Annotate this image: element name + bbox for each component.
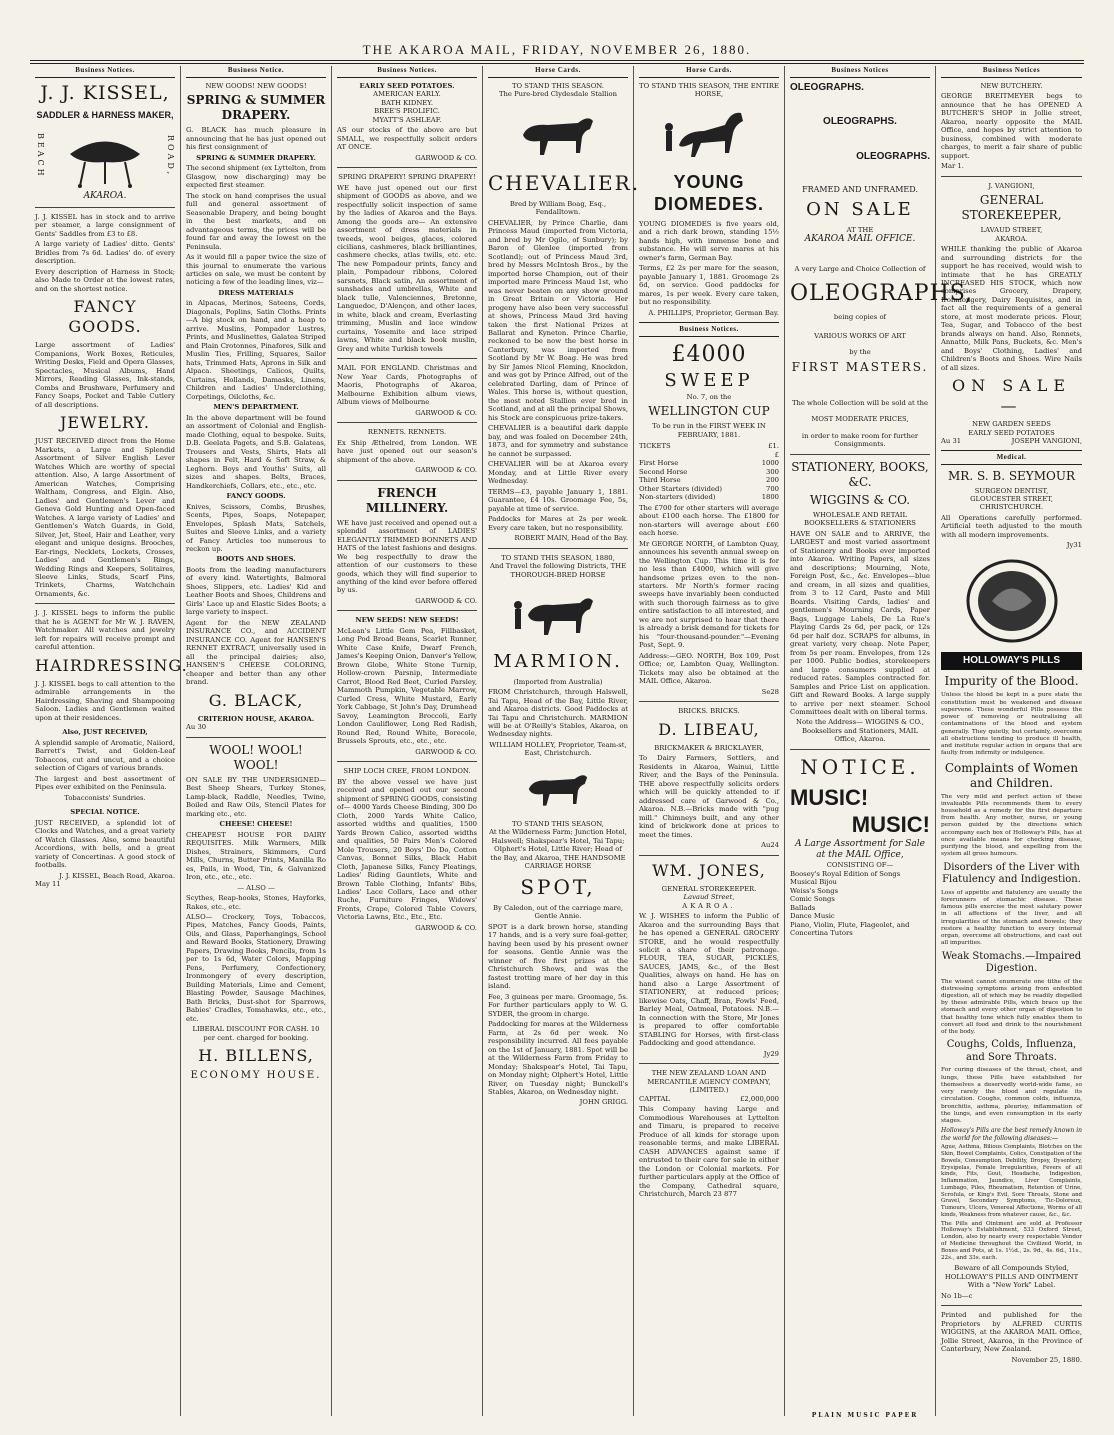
horse-icon-2 — [513, 764, 603, 814]
nzl-p: This Company having Large and Commodious Warehouses at Lyttelton and Timaru, is prepared to receive Produce of all kinds for storage upon reasonable terms, and make LIBERAL CASH ADVANCES against same if entrusted to their care for sale in either the London or Colonial markets. For further particulars apply at the Office of the Company, Cathedral square, Christchurch, March 23 877 — [639, 1105, 779, 1199]
newseeds-title: NEW SEEDS! NEW SEEDS! — [355, 616, 459, 625]
spot-name: SPOT, — [520, 874, 596, 899]
garwood-3: GARWOOD & CO. — [415, 466, 477, 475]
holloway-seal-icon — [957, 556, 1067, 646]
spot-sub: At the Wilderness Farm; Junction Hotel, Halswell; Shakspear's Hotel, Tai Tapu; Olphert's Hotel, Little River; Head of the Bay, and Akaroa, THE HANDSOME CARRIAGE HORSE — [489, 828, 627, 871]
newseeds-text: McLean's Little Gem Pea, Fillbasket, Long Pod Broad Beans, Scarlet Runner, White Case Knife, Dwarf French, James's Keeping Onion, Danver's Yellow, Brown Globe, White Stone Turnip, Hollow-crown Parsnip, Intermediate Carrot, Blood Red Beet, Curled Parsley, Mammoth Pumpkin, Vegetable Marrow, Curled Cress, White Mustard, Early York Cabbage, St John's Day, Drumhead Savoy, Leamington Broccoli, Early London Cauliflower, Long Red Radish, Round Red, Round White, Borecole, Brussels Sprouts, etc., etc., etc. — [337, 626, 477, 746]
marmion-imp: (Imported from Australia) — [513, 677, 603, 686]
seymour-date: Jy31 — [1066, 541, 1082, 550]
diomedes-sign: A. PHILLIPS, Proprietor, German Bay. — [648, 308, 779, 317]
black-name: G. BLACK, — [208, 690, 304, 710]
garwood-4: GARWOOD & CO. — [415, 596, 477, 605]
music-item: Weiss's Songs — [790, 886, 839, 895]
room: in order to make room for further Consignments. — [801, 431, 919, 449]
stat-title: STATIONERY, BOOKS, &C. — [791, 459, 929, 489]
col6-header: Business Notices — [790, 66, 930, 78]
special-title: SPECIAL NOTICE. — [70, 808, 140, 817]
music-large: A Large Assortment for Sale at the MAIL Office, — [795, 838, 925, 861]
millinery-text: WE have just received and opened out a splendid assortment of LADIES' ELEGANTLY TRIMMED BONNETS AND HATS of the latest fashions and designs. We beg respectfully to draw the attention of our customers to these goods, which they will find superior to anything of the kind ever before offered by us. — [337, 518, 478, 595]
chev-p3: CHEVALIER will be at Akaroa every Monday, and at Little River every Wednesday. — [488, 460, 628, 486]
printed-date: November 25, 1880. — [1011, 1355, 1082, 1364]
butchery-title: NEW BUTCHERY. — [980, 81, 1043, 90]
seed-item: BATH KIDNEY. — [380, 98, 434, 107]
saddle-icon — [60, 124, 150, 188]
on-sale: ON SALE — [806, 199, 914, 221]
vang-p: WHILE thanking the public of Akaroa and surrounding districts for the support he has received, would wish to intimate that he has GREATLY INCREASED HIS STOCK, which now comprises Grocery, Drapery, Ironmongery, Dairy Requisites, and in fact all the requirements of a general store, at most moderate prices. Flour, Tea, Sugar, and Tobacco of the best brands always on hand. Also, Rennets, Annatto, Milk Pans, Buckets, &c. Men's and Boys' Clothing, Ladies' and Children's Boots and Shoes. Wire Nails of all sizes. — [941, 245, 1082, 372]
prize-row — [639, 485, 779, 493]
sweep-title: SWEEP — [664, 370, 754, 392]
black-p2: The second shipment (ex Lyttelton, from Glasgow, now discharging) may be expected first steamer. — [186, 164, 326, 190]
butchery-date: Mar 1. — [941, 162, 964, 171]
by-the: by the — [849, 348, 871, 357]
kissel-p1: J. J. KISSEL has in stock and to arrive per steamer, a large consignment of Gents' Saddles from £3 to £8. — [35, 213, 175, 238]
marmion-name: MARMION. — [493, 651, 623, 673]
diomedes-p1: YOUNG DIOMEDES is five years old, and a rich dark brown, standing 15½ hands high, with immense bone and substance. He will serve mares at his owner's farm, German Bay. — [639, 219, 779, 262]
garden-seeds: NEW GARDEN SEEDS — [972, 420, 1051, 429]
printed-text: Printed and published for the Proprietors by ALFRED CURTIS WIGGINS, at the AKAROA MAIL Office, Jollie Street, Akaroa, in the Province of Canterbury, New Zealand. — [941, 1311, 1082, 1354]
wool-text: ON SALE BY THE UNDERSIGNED— Best Sheep Shears, Turkey Stones, Lamp-black, Raddle, Needles, Twine, Boiled and Raw Oils, Stencil Plates for marking etc., etc. — [186, 775, 326, 818]
prize-row — [639, 459, 779, 467]
diomedes-terms: Terms, £2 2s per mare for the season, payable January 1, 1881. Groomage 2s 6d, on service. Good paddocks for mares, 1s per week. Every care taken, but no responsibility. — [639, 264, 779, 307]
rennets-text: Ex Ship Æthelred, from London. WE have just opened out our season's shipment of the above. — [337, 438, 477, 464]
black-house: CRITERION HOUSE, AKAROA. — [197, 714, 315, 723]
column-5 — [634, 66, 785, 1416]
wiggins-sub: WHOLESALE AND RETAIL BOOKSELLERS & STATIONERS — [804, 510, 916, 528]
prize-currency: £ — [774, 450, 779, 459]
seymour-p: All Operations carefully performed. Artificial teeth adjusted to the mouth with all modern improvements. — [941, 513, 1082, 539]
chev-name: CHEVALIER. — [488, 170, 641, 195]
large-coll: A very Large and Choice Collection of — [794, 265, 926, 274]
also-text: A splendid sample of Aromatic, Naiiord, Barrett's Twist, and Golden-Leaf Tobaccos, cut and uncut, and a choice selection of Cigars of various brands. — [35, 738, 175, 773]
kissel-date: May 11 — [35, 880, 61, 889]
discount: LIBERAL DISCOUNT FOR CASH. 10 per cent. charged for booking. — [192, 1025, 320, 1042]
jones-sub: GENERAL STOREKEEPER. — [661, 884, 757, 893]
sweep-no: No. 7, on the — [686, 392, 732, 401]
fancy2-text: Knives, Scissors, Combs, Brushes, Scents, Pipes, Soaps, Notepaper, Envelopes, Splash Mats, Satchels, Suites and Sleeve Links, and a variety of Fancy Articles too numerous to reckon up. — [186, 502, 326, 553]
wiggins-p: HAVE ON SALE and to ARRIVE, the LARGEST and most varied assortment of Stationery and Books ever imported into Akaroa. Writing Papers, all sizes and descriptions; Mourning, Note, Foreign Post, &c., &c. Envelopes—blue and cream, in all sizes and qualities, from 3 to 12 Card, Paste and Mill Boards. Visiting Cards, ladies' and gentlemen's Mourning Cards, Paper Bags, Luggage Labels, De La Rue's Playing Cards 2s 6d, per pack, or 12s 6d per half doz. SCRAPS for albums, in great variety, very cheap. Note Paper, from 5s per ream. Envelopes, from 12s per 1000. Public bodies, storekeepers and large consumers supplied at reduced rates. Samples contracted for. Samples and Price List on application. Gift and Reward Books. A large supply to arrive per next steamer. School Committees dealt with on liberal terms. — [790, 529, 930, 716]
prize-row — [639, 493, 779, 501]
also-list: Scythes, Reap-hooks, Stones, Hayforks, Rakes, etc., etc. — [186, 894, 326, 911]
no-text: No 1b—c — [941, 1291, 973, 1300]
coughs-title: Coughs, Colds, Influenza, and Sore Throats. — [946, 1039, 1077, 1063]
also-sep: — ALSO — — [237, 883, 275, 892]
wool-title: WOOL! WOOL! WOOL! — [209, 742, 303, 772]
chev-terms: TERMS—£3, payable January 1, 1881. Guarantee, £4 10s. Groomage Fee, 5s, payable at time of service. — [488, 487, 628, 513]
marmion-top: TO STAND THIS SEASON, 1880, — [501, 553, 615, 562]
oleo-1: OLEOGRAPHS. — [790, 81, 864, 93]
col4-header: Horse Cards. — [488, 66, 628, 78]
masters: FIRST MASTERS. — [791, 359, 929, 374]
whole: The whole Collection will be sold at the — [791, 398, 929, 407]
mens-text: In the above department will be found an assortment of Colonial and English-made Clothing, equal to bespoke. Suits, D.B. Geelata Pagets, and S.B. Galateas, Trousers and Vests, Shirts, Hats all shapes in Felt, Hard & Soft Straw, & Leghorn. Boys and Youths' Suits, all sizes and shapes. Belts, Braces, Handkerchiefs, Collars, etc., etc., etc. — [186, 413, 326, 490]
seed-item: AMERICAN EARLY. — [373, 90, 441, 99]
spot-top: TO STAND THIS SEASON, — [512, 819, 604, 828]
boots-text: Boots from the leading manufacturers of every kind. Watertights, Balmoral Shoes, Slippers, etc. Ladies' Kid and Leather Boots and Shoes, Childrens and Girls' Lace up and Elastic Sides Boots; a large variety to inspect. — [186, 565, 326, 617]
onsale-title: ON SALE— — [951, 376, 1072, 416]
garwood-1: GARWOOD & CO. — [415, 153, 477, 162]
tickets-label: TICKETS — [639, 442, 671, 451]
cheese-text: CHEAPEST HOUSE FOR DAIRY REQUISITES. Milk Warmers, Milk Dishes, Strainers, Skimmers, Curd Mills, Churns, Butter Prints, Manilla Ro es, Pails, in Wood, Tin, & Galvanized Iron, etc., etc., etc. — [186, 830, 326, 882]
also-list-2: ALSO— Crockery, Toys, Tobaccos, Pipes, Matches, Fancy Goods, Paints, Oils, and Glass, Paperhangings, School and Reward Books, Stationery, Drawing Papers, Drawing Books, Pencils, from 1s per to 1s 6d, Water Colors, Mapping Pens, Perfumery, Confectionery, Ironmongery of every description, Building Materials, Lime and Cement, Blasting Powder, Sausage Machines, Bath Bricks, Dust-shot for Sparrows, Babies' Cradles, Tomahawks, etc., etc., etc. — [186, 912, 326, 1023]
black-p1: G. BLACK has much pleasure in announcing that he has just opened out his first consignment of — [186, 126, 326, 152]
disorders-p: Loss of appetite and flatulency are usually the forerunners of stomachic disease. These famous pills exercise the most salutary power in all affections of the liver, and all irregularities of the stomach and bowels; they restore a healthy function to every internal organ, overcome all obstructions, and cast out all impurities. — [941, 889, 1082, 947]
vang-sub: GENERAL STOREKEEPER, — [961, 193, 1062, 223]
impurity-p: Unless the blood be kept in a pure state the constitution must be weakened and disease supervene. These wonderful Pills possess the power of removing or neutralising all contaminations of the blood and system generally. They quietly, but certainly, overcome all obstructions tending to produce ill health, and institute regular action in organs that are faulty from infirmity or indulgence. — [941, 692, 1082, 757]
prize-value: 700 — [766, 484, 779, 493]
columns — [30, 66, 1088, 1416]
vang-town: AKAROA. — [995, 234, 1028, 243]
spring-title: SPRING DRAPERY! SPRING DRAPERY! — [338, 173, 476, 182]
butchery-p: GEORGE BREITMEYER begs to announce that he has OPENED A BUTCHER'S SHOP in Jollie street, Akaroa, nearly opposite the MAIL Office, and hopes by strict attention to business, combined with moderate charges, to merit a fair share of public support. — [941, 92, 1082, 160]
prize-value: 1800 — [761, 493, 779, 502]
prize-table — [639, 459, 779, 501]
music-item: Ballads — [790, 903, 816, 912]
disorders-title: Disorders of the Liver with Flatulency and Indigestion. — [942, 861, 1081, 886]
rennets-title: RENNETS. RENNETS. — [367, 428, 447, 437]
col7-header: Business Notices — [941, 66, 1082, 78]
jones-name: WM. JONES, — [652, 860, 766, 880]
framed: FRAMED AND UNFRAMED. — [802, 185, 918, 195]
col1-header: Business Notices. — [35, 66, 175, 78]
chev-sign: ROBERT MAIN, Head of the Bay. — [514, 534, 628, 543]
marmion-p: FROM Christchurch, through Halswell, Tai Tapu, Head of the Bay, Little River, and Akaroa districts. Good Paddocks at Tai Tapu and Christchurch. MARMION will be at O'Reilly's Stables, Akaroa, on Wednesday nights. — [488, 688, 628, 739]
chev-p2: CHEVALIER is a beautiful dark dapple bay, and was foaled on December 24th, 1873, and for symmetry and substance he cannot be surpassed. — [488, 424, 628, 458]
medical-header: Medical. — [941, 450, 1082, 465]
cup-p: To be run in the FIRST WEEK IN FEBRUARY, 1881. — [652, 422, 766, 439]
kissel-p2: A large variety of Ladies' ditto. Gents' Bridles from 7s 6d. Ladies' do. of every description. — [35, 240, 175, 266]
kissel-p3: Every description of Harness in Stock; also Made to Order at the lowest rates, and on the shortest notice. — [35, 267, 175, 293]
seymour-sub: SURGEON DENTIST, — [974, 486, 1049, 495]
seed-list — [337, 90, 477, 124]
column-2 — [181, 66, 332, 1416]
sweep-date: Se28 — [761, 687, 779, 696]
seed-potatoes: EARLY SEED POTATOES — [968, 428, 1055, 437]
sweep-p: The £700 for other starters will average about £100 each horse. The £1800 for non-starters will average about £60 each horse. — [639, 503, 779, 538]
tickets-val: £1. — [768, 442, 779, 451]
seymour-town: CHRISTCHURCH. — [979, 503, 1044, 512]
garwood-6: GARWOOD & CO. — [415, 923, 477, 932]
prize-value: 300 — [766, 467, 779, 476]
spot-fee: Fee, 3 guineas per mare. Groomage, 5s. For further particulars apply to W. G. SYDER, the groom in charge. — [488, 992, 628, 1018]
libeau-name: D. LIBEAU, — [658, 719, 760, 739]
kissel-town: AKAROA. — [83, 190, 127, 201]
mail-office: AKAROA MAIL OFFICE. — [804, 234, 916, 245]
moderate: MOST MODERATE PRICES, — [811, 415, 909, 424]
notice: NOTICE. — [800, 754, 920, 779]
ship-title: SHIP LOCH CREE, FROM LONDON. — [343, 767, 471, 776]
fancy-text: Large assortment of Ladies' Companions, Work Boxes, Reticules, Writing Desks, Field and Opera Glasses, Spectacles, Musical Albums, Hand Mirrors, Reading Glasses, Ink-stands, Combs and Brushware, Perfumery and Fancy Soaps, Pocket and Table Cutlery of all descriptions. — [35, 341, 175, 409]
spot-p2: Paddocking for mares at the Wilderness Farm, at 2s 6d per week. No responsibility incurred. All fees payable on the 1st of January, 1881. Spot will be at the Wilderness Farm from Friday to Monday; Shakspear's Hotel, Tai Tapu, on Monday night; Olphert's Hotel, Little River, on Tuesday night; Bunckell's Stables, Akaroa, on Wednesday night. — [488, 1020, 628, 1096]
col2-header: Business Notice. — [186, 66, 326, 78]
hair-text: J. J. KISSEL begs to call attention to the admirable arrangements in the Hairdressing, Shaving and Shampooing Saloon. Ladies and Gentlemen waited upon at their residences. — [35, 679, 175, 722]
various: VARIOUS WORKS OF ART — [814, 331, 906, 340]
fancy-title: FANCY GOODS. — [68, 297, 142, 337]
spot-p: SPOT is a dark brown horse, standing 17 hands, and is a very sure foal-getter, having been used by his present owner for seasons. Gentle Annie was the winner of five first prizes at the Christchurch Shows, and was the fastest trotting mare of her day in this island. — [488, 922, 628, 991]
new-goods: NEW GOODS! NEW GOODS! — [205, 81, 307, 90]
horse-groom-icon — [508, 585, 608, 645]
black-p3: The stock on hand comprises the usual full and general assortment of Seasonable Drapery, and being bought in the best markets, and on advantageous terms, the prices will be found far and away the lowest on the Peninsula. — [186, 191, 326, 251]
music-list — [790, 870, 930, 938]
prize-label: Second Horse — [639, 467, 688, 476]
sweep-p2: Mr GEORGE NORTH, of Lambton Quay, announces his seventh annual sweep on the Wellington Cup. This time it is for no less than £4000, which will give handsome prizes even to the non-starters. Mr North's former racing sweeps have invariably been conducted with such thorough fairness as to give entire satisfaction to all interested, and we are not surprised to hear that there is already a brisk demand for tickets for his "four-thousand-pounder."—Evening Post, Sept. 9. — [639, 539, 779, 650]
beware-text: Beware of all Compounds Styled, HOLLOWAY'S PILLS AND OINTMENT With a "New York" Label. — [944, 1264, 1079, 1290]
economy: ECONOMY HOUSE. — [190, 1070, 322, 1082]
seymour-st: GLOUCESTER STREET, — [970, 495, 1053, 503]
kissel-trade: SADDLER & HARNESS MAKER, — [36, 109, 174, 120]
seed-item: BREE'S PROLIFIC. — [374, 107, 440, 116]
nzl-title: THE NEW ZEALAND LOAN AND MERCANTILE AGENCY COMPANY, (LIMITED.) — [647, 1069, 771, 1095]
capital-label: CAPITAL — [639, 1094, 670, 1103]
prize-label: Non-starters (divided) — [639, 493, 716, 502]
seed-title: EARLY SEED POTATOES. — [359, 81, 455, 90]
jones-st: Lavaud Street, — [683, 893, 735, 902]
dress-text: in Alpacas, Merinos, Sateens, Cords, Diagonals, Poplins, Satin Cloths. Prints—A big stock on hand, and a heap to arrive. Muslins, Pompador Lustres, Prints, and Muslinettes, Galatea Striped and Plain Crotonnes, Pinafores, Silk and Muslin Ties, Frilling, Squares, Sailor hats, Trimmed Hats, Aprons in Silk and Alpaca. Sheetings, Calicos, Quilts, Curtains, Hollands, Damasks, Linens, Children and Ladies' Underclothing, Corpetings, Oilcloths, &c. — [186, 299, 326, 401]
black-agent: Agent for the NEW ZEALAND INSURANCE CO., and ACCIDENT INSURANCE CO. Agent for HANSEN'S RENNET EXTRACT, universally used in all the principal dairies; also, HANSEN'S CHEESE COLORING, cheaper and better than any other brand. — [186, 618, 326, 687]
masthead: THE AKAROA MAIL, FRIDAY, NOVEMBER 26, 1880. — [362, 42, 752, 57]
hair-title: HAIRDRESSING. — [35, 655, 188, 675]
chev-p1: CHEVALIER, by Prince Charlie, dam Princess Maud (imported from Victoria, and bred by Mr Ogilo, of Sunbury); by Baron of Glenlee (imported from Scotland); out of Princess Maud 3rd, bred by Messrs McIntosh Bros., by the imported horse Champion, out of their imported mare Princess Maud 1st, who was never beaten on any show ground in Great Britain or Victoria. Her progeny have also been very successful at shows, Princess Maud 3rd having taken the first National Prizes at Ballarat and Kyneton. Prince Charlie, reckoned to be now the best horse in Canterbury, was imported from Scotland by Mr W. Boag. He was bred by Sir James Nicol Fleming, Knockdon, and was got by Prince Alfred, out of the celebrated Darling, dam of Prince of Wales. This horse is, without question, the most noted Stallion ever bred in Scotland, and at all the principal Shows, his Stock are conspicuous prize-takers. — [488, 218, 628, 422]
spot-by: By Caledon, out of the carriage mare, Gentle Annie. — [492, 903, 624, 921]
impurity-title: Impurity of the Blood. — [944, 674, 1079, 689]
coughs-p: For curing diseases of the throat, chest, and lungs, these Pills have established for themselves a deservedly world-wide fame, so very rarely the blood and regulate its circulation. Coughs, common colds, influenza, bronchitis, asthma, pleurisy, inflammation of the lungs, and even consumption in its early stages. — [941, 1067, 1082, 1125]
column-7 — [936, 66, 1087, 1416]
cheese-title: CHEESE! CHEESE! — [219, 820, 293, 829]
libeau-date: Au24 — [761, 841, 779, 850]
oleo-2: OLEOGRAPHS. — [823, 116, 897, 128]
jones-town: AKAROA. — [682, 901, 736, 910]
horse-rearing-icon — [659, 105, 759, 165]
libeau-sub: BRICKMAKER & BRICKLAYER, — [654, 743, 764, 752]
consisting: CONSISTING OF— — [826, 861, 894, 870]
chev-top: TO STAND THIS SEASON. — [512, 81, 604, 90]
prize-label: Third Horse — [639, 476, 681, 485]
bricks-title: BRICKS. BRICKS. — [678, 707, 740, 716]
side-right: ROAD, — [166, 134, 175, 177]
sweep-address: Address:—GEO. NORTH, Box 109, Post Office; or, Lambton Quay, Wellington. Tickets may also be obtained at the MAIL Office, Akaroa. — [639, 651, 779, 686]
vang-date: Au 31 — [941, 437, 962, 446]
kissel-name: J. J. KISSEL, — [40, 81, 170, 104]
wiggins: WIGGINS & CO. — [809, 492, 911, 507]
mail-text: MAIL FOR ENGLAND. Christmas and New Year Cards, Photographs of Maoris, Photographs of Akaroa, Melbourne Exhibition album views, Album views of Melbourne — [337, 364, 477, 407]
weak-p: The wisest cannot enumerate one tithe of the distressing symptoms arising from enfeebled digestion, all of which may be readily dispelled by these admirable Pills, which brace up the stomach and every other organ of digestion to that healthy tone which fully enables them to convert all food and drink to the nourishment of the body. — [941, 978, 1082, 1036]
col3-header: Business Notices. — [337, 66, 477, 78]
ship-text: BY the above vessel we have just received and opened out our second shipment of SPRING GOODS, consisting of— 4000 Yards Cheese Binding, 300 Do Cloth, 2000 Yards White Calico, assorted widths and qualities, 1500 Yards Brown Calico, assorted widths and qualities, 50 Pairs Men's Colored Mole Trousers, 20 Boys' Do Do, Cotton Canvas, Bonnet Silks, Black Habit Cloth, Japanese Silks, Fancy Pleatings, Ladies' Riding Gauntlets, White and Brown Table Clothing, Infants' Bibs, Ladies' Lace Collars, Lace and other Ruche, Furniture Fringes, Widows' Fronts, Crape, Colored Table Covers, Victoria Lawns, Etc., Etc., Etc. — [337, 777, 477, 922]
millinery-title: FRENCH MILLINERY. — [365, 485, 449, 515]
weak-title: Weak Stomachs.—Impaired Digestion. — [941, 950, 1082, 974]
music-2: MUSIC! — [851, 812, 930, 838]
music-item: Dance Music — [790, 912, 835, 921]
prize-row — [639, 468, 779, 476]
seed-p: AS our stocks of the above are but SMALL, we respectfully solicit orders AT ONCE. — [337, 126, 477, 152]
billens: H. BILLENS, — [198, 1046, 314, 1066]
masthead-rule — [30, 60, 1084, 61]
column-4 — [483, 66, 641, 1416]
jv-sign: JOSEPH VANGIONI, — [1011, 437, 1082, 446]
boots-title: BOOTS AND SHOES. — [216, 555, 296, 564]
music-1: MUSIC! — [790, 784, 869, 810]
kissel-sign: J. J. KISSEL, Beach Road, Akaroa. — [59, 871, 175, 880]
plain-music-paper: PLAIN MUSIC PAPER — [811, 1412, 919, 1419]
jewelry-text: JUST RECEIVED direct from the Home Markets, a Large and Splendid Assortment of Silver English Lever Watches Which are worthy of special attention. Also, A large Assortment of American Watches, Comprising Waltham, Congress, and Elgin. Also, Ladies' and Gentlemen's Lever and Geneva Gold Hunting and Open-faced Watches. A large variety of Ladies' and Gentlemen's Watch Guards, in Gold, Silver, Jet, Steel, Hair and Leather, very elegant and unique designs. Brooches, Ear-rings, Necklets, Lockets, Crosses, Ladies' and Gentlemen's Rings, Wedding Rings and Keepers, Solitaires, Sleeve Links, Studs, Scarf Pins, Trinkets, Charms, Watchchain Ornaments, &c. — [35, 437, 175, 598]
sundries: Tobacconists' Sundries. — [64, 793, 146, 802]
cup-title: WELLINGTON CUP — [648, 404, 770, 419]
col5-bn: Business Notices. — [639, 322, 779, 337]
spot-sign: JOHN GRIGG. — [579, 1098, 628, 1107]
horse-icon — [508, 105, 608, 165]
prize-value: 200 — [766, 476, 779, 485]
holloway-pills-banner: HOLLOWAY'S PILLS — [941, 652, 1082, 671]
column-1 — [30, 66, 188, 1416]
dress-title: DRESS MATERIALS — [218, 288, 294, 297]
chev-bred: Bred by William Boag, Esq., Fendalltown. — [509, 199, 607, 217]
prize-label: First Horse — [639, 459, 679, 468]
spring-text: WE have just opened out our first shipment of GOODS as above, and we respectfully solicit inspection of same by the ladies of Akaroa and the Bays. Among the goods are— An extensive assortment of dress materials in tweeds, wool beiges, glaces, colored cicilians, cashmeres, black brilliantines, cashmere checks, atlas twills, etc. etc. The new Pompadour prints, fancy and plain, Pompadour ribbons, Colored sarsnets, Black satin, An assortment of sunshades and umbrellas, White and black tulle, Valenciennes, Bretonne, Languedoc, D'Alençon, and other laces, in white, black and cream, Everlasting trimming, Muslin and lace window curtains, Yosemite and lace striped lawns, White and black book muslin, Grey and white Turkish towels — [337, 183, 477, 353]
vang-name: J. VANGIONI, — [988, 181, 1035, 190]
column-3 — [332, 66, 483, 1416]
black-date: Au 30 — [186, 723, 207, 732]
prize-label: Other Starters (divided) — [639, 484, 723, 493]
diomedes-name: YOUNG DIOMEDES. — [653, 171, 764, 215]
agent-text: J. J. KISSEL begs to inform the public that he is AGENT for Mr W. J. RAVEN, Watchmaker. All watches and jewelry left for repairs will receive prompt and careful attention. — [35, 609, 175, 652]
jewelry-title: JEWELRY. — [60, 413, 150, 433]
drapery-title: SPRING & SUMMER DRAPERY. — [186, 93, 326, 123]
jones-p: W. J. WISHES to inform the Public of Akaroa and the surrounding Bays that he has opened a GENERAL GROCERY STORE, and he would respectfully solicit a share of their patronage. FLOUR, TEA, SUGAR, PICKLES, SAUCES, JAMS, &c., of the Best Qualities, always on hand. He has on hand also a Large Assortment of STATIONERY, at reduced prices; likewise Oats, Chaff, Bran, Fowls' Feed, Barley Meal, Oatmeal, Potatoes. N.B.—In connection with the Store, Mr Jones is prepared to offer comfortable STABLING for Horses, with first-class Paddocking and good attendance. — [639, 912, 779, 1048]
side-left: BEACH — [36, 132, 45, 179]
capital-val: £2,000,000 — [740, 1094, 779, 1103]
remedy-list: Ague, Asthma, Bilious Complaints, Blotches on the Skin, Bowel Complaints, Colics, Constipation of the Bowels, Consumption, Debility, Dropsy, Dysentery, Erysipelas, Female Irregularities, Fevers of all kinds, Fits, Gout, Headache, Indigestion, Inflammation, Jaundice, Liver Complaints, Lumbago, Piles, Rheumatism, Retention of Urine, Scrofula, or King's Evil, Sore Throats, Stone and Gravel, Secondary Symptoms, Tic-Doloreux, Tumours, Ulcers, Venereal Affections, Worms of all kinds, Weakness from whatever cause, &c., &c. — [941, 1144, 1082, 1218]
at-the: AT THE — [846, 225, 874, 234]
pipes-text: The largest and best assortment of Pipes ever exhibited on the Peninsula. — [35, 774, 175, 792]
garwood-2: GARWOOD & CO. — [415, 408, 477, 417]
complaints-p: The very mild and perfect action of these invaluable Pills recommends them to every household as a remedy for the first departure from health. Any mother, nurse, or young person guided by the directions which accompany each box of Holloway's Pills, has at once available means for checking disease, purifying the blood, and expelling from the system all gross humours. — [941, 793, 1082, 858]
marmion-sub: And Travel the following Districts, THE THOROUGH-BRED HORSE — [489, 562, 627, 579]
vang-st: LAVAUD STREET, — [980, 226, 1043, 235]
prize-value: 1000 — [761, 459, 779, 468]
oleo-3: OLEOGRAPHS. — [856, 150, 930, 162]
seed-item: MYATT'S ASHLEAF. — [372, 115, 442, 124]
complaints-title: Complaints of Women and Children. — [944, 760, 1079, 790]
also-title: Also, JUST RECEIVED, — [62, 728, 148, 737]
sweep-amount: £4000 — [671, 341, 747, 367]
masthead-rule-2 — [30, 63, 1084, 64]
music-item: Musical Bijou — [790, 878, 837, 887]
oleo-big: OLEOGRAPHS, — [790, 280, 974, 306]
copies: being copies of — [833, 313, 887, 322]
marmion-sign: WILLIAM HOLLEY, Proprietor, Team-st, East, Christchurch. — [489, 740, 627, 758]
music-item: Comic Songs — [790, 895, 835, 904]
mens-title: MEN'S DEPARTMENT. — [213, 403, 299, 412]
music-item: Boosey's Royal Edition of Songs — [790, 869, 901, 878]
sold-text: The Pills and Ointment are sold at Professor Holloway's Establishment, 533 Oxford Street, London, also by nearly every respectable Vendor of Medicine throughout the Civilized World, in Boxes and Pots, at 1s. 1½d., 2s. 9d., 4s. 6d., 11s., 22s., and 33s. each. — [941, 1220, 1082, 1262]
diomedes-top: TO STAND THIS SEASON, THE ENTIRE HORSE, — [639, 81, 779, 99]
col5-header: Horse Cards. — [639, 66, 779, 78]
wiggins-addr: Note the Address— WIGGINS & CO., Booksellers and Stationers, MAIL Office, Akaroa. — [796, 718, 924, 744]
chev-sub: The Pure-bred Clydesdale Stallion — [498, 90, 617, 99]
prize-row — [639, 476, 779, 484]
chev-paddock: Paddocks for Mares at 2s per week. Every care taken, but no responsibility. — [488, 515, 628, 532]
libeau-p: To Dairy Farmers, Settlers, and Residents in Akaroa, Wainui, Little River, and the Bays of the Peninsula. THE above respectfully solicits orders which will be quickly attended to if addressed care of Garwood & Co., Akaroa. N.B.—Bricks made with "pug mill." Chimneys built, and any other kind of brickwork done at prices to meet the times. — [639, 754, 779, 839]
remedy-intro: Holloway's Pills are the best remedy known in the world for the following diseases:— — [941, 1127, 1082, 1142]
music-item: Piano, Violin, Flute, Flageolet, and Concertina Tutors — [790, 920, 910, 938]
jones-date: Jy29 — [763, 1049, 779, 1058]
garwood-5: GARWOOD & CO. — [415, 747, 477, 756]
special-text: JUST RECEIVED, a splendid lot of Clocks and Watches, and a great variety of Watch Glasses. Also, some beautiful Accordions, with bells, and a great variety of Concertinas. A good stock of footballs. — [35, 818, 175, 870]
black-p4: As it would fill a paper twice the size of this journal to enumerate the various articles on sale, we must be content by noticing a few of the leading lines, viz— — [186, 253, 326, 287]
seymour-name: MR. S. B. SEYMOUR — [948, 468, 1075, 483]
drapery-sub: SPRING & SUMMER DRAPERY. — [196, 153, 316, 162]
fancy2-title: FANCY GOODS. — [226, 492, 286, 501]
